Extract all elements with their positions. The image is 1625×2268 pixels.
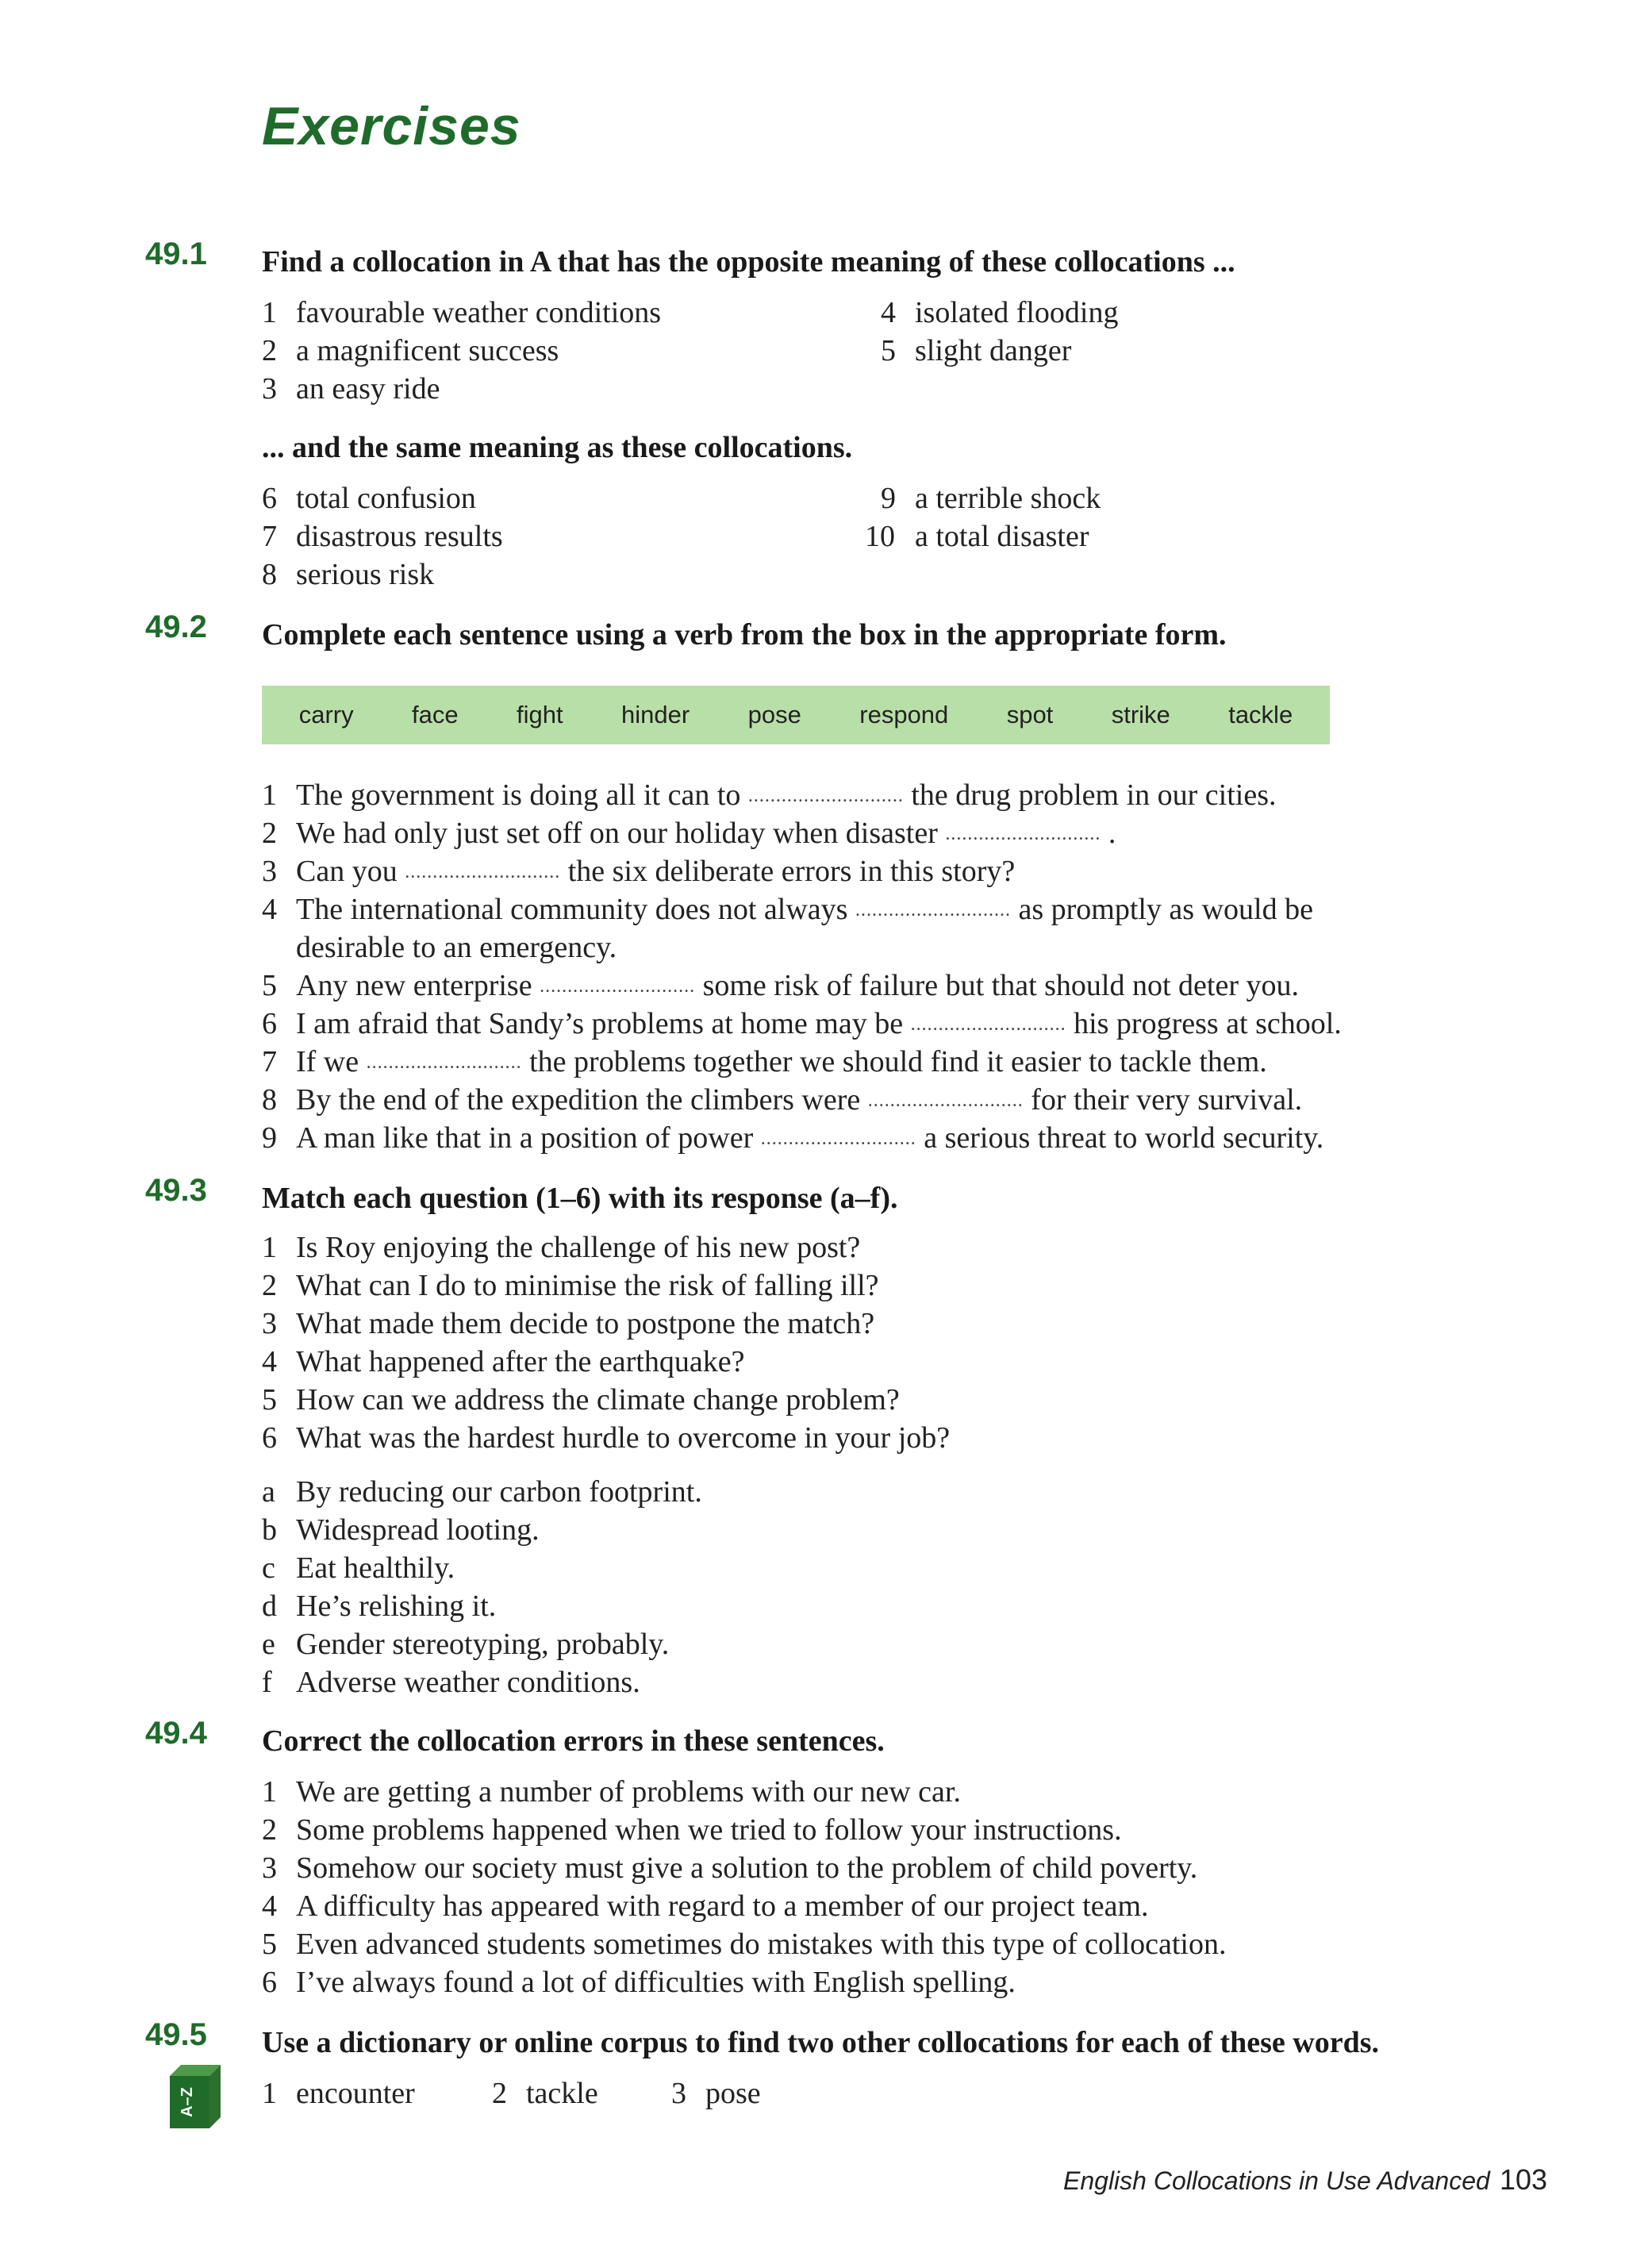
page-number: 103 — [1500, 2163, 1548, 2196]
sentence-item — [262, 1121, 1323, 1155]
item-number: 4 — [262, 893, 277, 926]
sentence-start: Any new enterprise — [296, 969, 532, 1002]
item-text: Gender stereotyping, probably. — [296, 1628, 670, 1661]
exercise-number-49-4: 49.4 — [145, 1716, 207, 1751]
answer-blank[interactable]: ............................ — [760, 1128, 916, 1149]
item-text: Even advanced students sometimes do mistakes with this type of collocation. — [296, 1928, 1227, 1961]
item-text: Some problems happened when we tried to follow your instructions. — [296, 1813, 1122, 1847]
sentence-end: the drug problem in our cities. — [911, 778, 1277, 812]
item-number: 7 — [262, 1045, 277, 1078]
word-box-item: hinder — [621, 701, 690, 728]
answer-blank[interactable]: ............................ — [540, 976, 696, 997]
sentence-item — [262, 1851, 1197, 1886]
item-text: encounter — [296, 2077, 415, 2110]
item-text: an easy ride — [296, 372, 440, 406]
item-number: 3 — [262, 1851, 277, 1885]
item-text: disastrous results — [296, 520, 503, 553]
answer-blank[interactable]: ............................ — [910, 1014, 1066, 1035]
item-number: 1 — [262, 296, 277, 329]
sentence-item — [262, 816, 1116, 851]
list-item — [881, 333, 1071, 368]
sentence-item — [262, 1082, 1302, 1117]
book-title: English Collocations in Use Advanced — [1063, 2166, 1490, 2195]
item-text: Is Roy enjoying the challenge of his new post? — [296, 1231, 861, 1264]
sentence-end: his progress at school. — [1074, 1007, 1342, 1040]
sentence-item — [262, 1044, 1267, 1079]
item-number: 6 — [262, 1966, 277, 1999]
answer-blank[interactable]: ............................ — [366, 1052, 522, 1073]
item-number: 9 — [881, 482, 896, 515]
word-box-item: spot — [1006, 701, 1054, 728]
item-text: a magnificent success — [296, 334, 559, 367]
sentence-end: . — [1108, 817, 1116, 850]
item-letter: e — [262, 1628, 275, 1661]
answer-blank[interactable]: ............................ — [747, 786, 904, 806]
item-number: 8 — [262, 558, 277, 591]
item-number: 5 — [262, 1383, 277, 1417]
item-number: 2 — [262, 334, 277, 367]
sentence-end: the six deliberate errors in this story? — [567, 855, 1016, 888]
question-item — [262, 1420, 950, 1455]
exercise-instruction-49-5: Use a dictionary or online corpus to find two other collocations for each of these words. — [262, 2026, 1380, 2059]
list-item — [881, 295, 1118, 330]
item-letter: c — [262, 1551, 275, 1585]
response-item — [262, 1513, 540, 1547]
item-number: 3 — [262, 1307, 277, 1340]
sentence-item — [262, 892, 1313, 927]
sentence-continuation — [262, 930, 617, 965]
sentence-end: a serious threat to world security. — [924, 1121, 1324, 1155]
word-box — [262, 686, 1330, 744]
item-text: Adverse weather conditions. — [296, 1666, 640, 1699]
item-number: 3 — [671, 2077, 686, 2110]
item-text: How can we address the climate change problem? — [296, 1383, 900, 1417]
sentence-end: the problems together we should find it easier to tackle them. — [529, 1045, 1267, 1078]
item-number: 2 — [262, 1269, 277, 1302]
sentence-start: desirable to an emergency. — [296, 931, 617, 964]
item-text: tackle — [526, 2077, 598, 2110]
item-number: 8 — [262, 1083, 277, 1117]
item-text: slight danger — [915, 334, 1072, 367]
sentence-end: as promptly as would be — [1018, 893, 1313, 926]
list-item — [865, 519, 1089, 554]
answer-blank[interactable]: ............................ — [855, 900, 1011, 921]
item-letter: d — [262, 1590, 277, 1623]
item-number: 3 — [262, 855, 277, 888]
sentence-item — [262, 1965, 1016, 2000]
item-text: What was the hardest hurdle to overcome in your job? — [296, 1421, 951, 1455]
item-number: 3 — [262, 372, 277, 406]
item-text: a total disaster — [915, 520, 1089, 553]
response-item — [262, 1551, 455, 1586]
exercise-instruction-49-2: Complete each sentence using a verb from the box in the appropriate form. — [262, 618, 1227, 652]
sentence-item — [262, 854, 1015, 889]
response-item — [262, 1589, 496, 1624]
exercise-number-49-2: 49.2 — [145, 609, 207, 644]
item-letter: a — [262, 1475, 275, 1509]
sentence-start: By the end of the expedition the climbers were — [296, 1083, 861, 1117]
word-box-item: strike — [1111, 701, 1170, 728]
sentence-start: I am afraid that Sandy’s problems at home may be — [296, 1007, 904, 1040]
item-text: He’s relishing it. — [296, 1590, 497, 1623]
list-item — [262, 519, 503, 554]
dictionary-icon-label: A–Z — [179, 2087, 196, 2117]
sentence-item — [262, 1812, 1122, 1847]
word-item — [262, 2076, 415, 2111]
dictionary-icon — [170, 2065, 221, 2128]
sentence-start: We had only just set off on our holiday when disaster — [296, 817, 938, 850]
item-text: isolated flooding — [915, 296, 1119, 329]
list-item — [262, 557, 434, 592]
exercise-instruction-49-1: Find a collocation in A that has the opposite meaning of these collocations ... — [262, 245, 1235, 279]
question-item — [262, 1230, 860, 1265]
item-number: 6 — [262, 482, 277, 515]
sentence-end: for their very survival. — [1031, 1083, 1303, 1117]
question-item — [262, 1306, 874, 1341]
item-text: Widespread looting. — [296, 1513, 540, 1547]
word-box-item: pose — [747, 701, 801, 728]
word-item — [492, 2076, 598, 2111]
item-number: 4 — [262, 1345, 277, 1378]
item-number: 2 — [492, 2077, 507, 2110]
item-text: By reducing our carbon footprint. — [296, 1475, 702, 1509]
item-number: 2 — [262, 1813, 277, 1847]
item-number: 5 — [262, 1928, 277, 1961]
item-number: 4 — [262, 1889, 277, 1923]
exercise-number-49-3: 49.3 — [145, 1173, 207, 1208]
dictionary-icon-svg — [170, 2065, 221, 2128]
sentence-start: The international community does not always — [296, 893, 848, 926]
item-number: 6 — [262, 1007, 277, 1040]
exercise-instruction-49-4: Correct the collocation errors in these sentences. — [262, 1724, 885, 1758]
exercise-instruction-49-3: Match each question (1–6) with its response (a–f). — [262, 1182, 898, 1215]
word-item — [671, 2076, 761, 2111]
item-text: A difficulty has appeared with regard to a member of our project team. — [296, 1889, 1149, 1923]
list-item — [262, 481, 476, 516]
item-number: 5 — [262, 969, 277, 1002]
answer-blank[interactable]: ............................ — [867, 1090, 1024, 1111]
item-text: I’ve always found a lot of difficulties with English spelling. — [296, 1966, 1016, 1999]
response-item — [262, 1474, 702, 1509]
word-box-item: face — [412, 701, 459, 728]
sentence-end: some risk of failure but that should not deter you. — [702, 969, 1299, 1002]
sentence-item — [262, 1774, 961, 1809]
item-number: 1 — [262, 1775, 277, 1809]
sentence-item — [262, 1927, 1227, 1962]
answer-blank[interactable]: ............................ — [405, 862, 561, 882]
item-letter: f — [262, 1666, 272, 1699]
response-item — [262, 1665, 640, 1700]
item-number: 2 — [262, 817, 277, 850]
item-number: 5 — [881, 334, 896, 367]
item-letter: b — [262, 1513, 277, 1547]
sentence-start: Can you — [296, 855, 398, 888]
item-text: Eat healthily. — [296, 1551, 455, 1585]
list-item — [262, 371, 440, 406]
question-item — [262, 1344, 744, 1379]
item-number: 9 — [262, 1121, 277, 1155]
exercise-number-49-5: 49.5 — [145, 2017, 207, 2052]
item-number: 1 — [262, 2077, 277, 2110]
word-box-item: fight — [517, 701, 563, 728]
item-text: What made them decide to postpone the match? — [296, 1307, 875, 1340]
response-item — [262, 1627, 669, 1662]
sentence-item — [262, 1889, 1149, 1924]
item-text: What happened after the earthquake? — [296, 1345, 745, 1378]
sentence-item — [262, 778, 1277, 813]
list-item — [262, 333, 559, 368]
list-item — [881, 481, 1101, 516]
sentence-start: The government is doing all it can to — [296, 778, 741, 812]
item-text: Somehow our society must give a solution to the problem of child poverty. — [296, 1851, 1198, 1885]
sentence-start: A man like that in a position of power — [296, 1121, 754, 1155]
exercise-number-49-1: 49.1 — [145, 236, 207, 271]
item-number: 4 — [881, 296, 896, 329]
exercise-subinstruction-49-1: ... and the same meaning as these collocations. — [262, 431, 853, 464]
item-number: 1 — [262, 778, 277, 812]
item-text: total confusion — [296, 482, 476, 515]
question-item — [262, 1382, 900, 1417]
word-box-item: carry — [298, 701, 354, 728]
list-item — [262, 295, 661, 330]
question-item — [262, 1268, 879, 1303]
item-text: pose — [705, 2077, 761, 2110]
item-number: 10 — [865, 520, 895, 553]
item-text: a terrible shock — [915, 482, 1101, 515]
sentence-item — [262, 1006, 1342, 1041]
word-box-item: tackle — [1228, 701, 1293, 728]
item-number: 1 — [262, 1231, 277, 1264]
answer-blank[interactable]: ............................ — [945, 824, 1101, 844]
sentence-item — [262, 968, 1299, 1003]
item-text: We are getting a number of problems with our new car. — [296, 1775, 961, 1809]
item-number: 6 — [262, 1421, 277, 1455]
item-number: 7 — [262, 520, 277, 553]
item-text: favourable weather conditions — [296, 296, 662, 329]
word-box-item: respond — [859, 701, 949, 728]
item-text: What can I do to minimise the risk of falling ill? — [296, 1269, 879, 1302]
item-text: serious risk — [296, 558, 435, 591]
page-title: Exercises — [262, 96, 521, 156]
sentence-start: If we — [296, 1045, 359, 1078]
